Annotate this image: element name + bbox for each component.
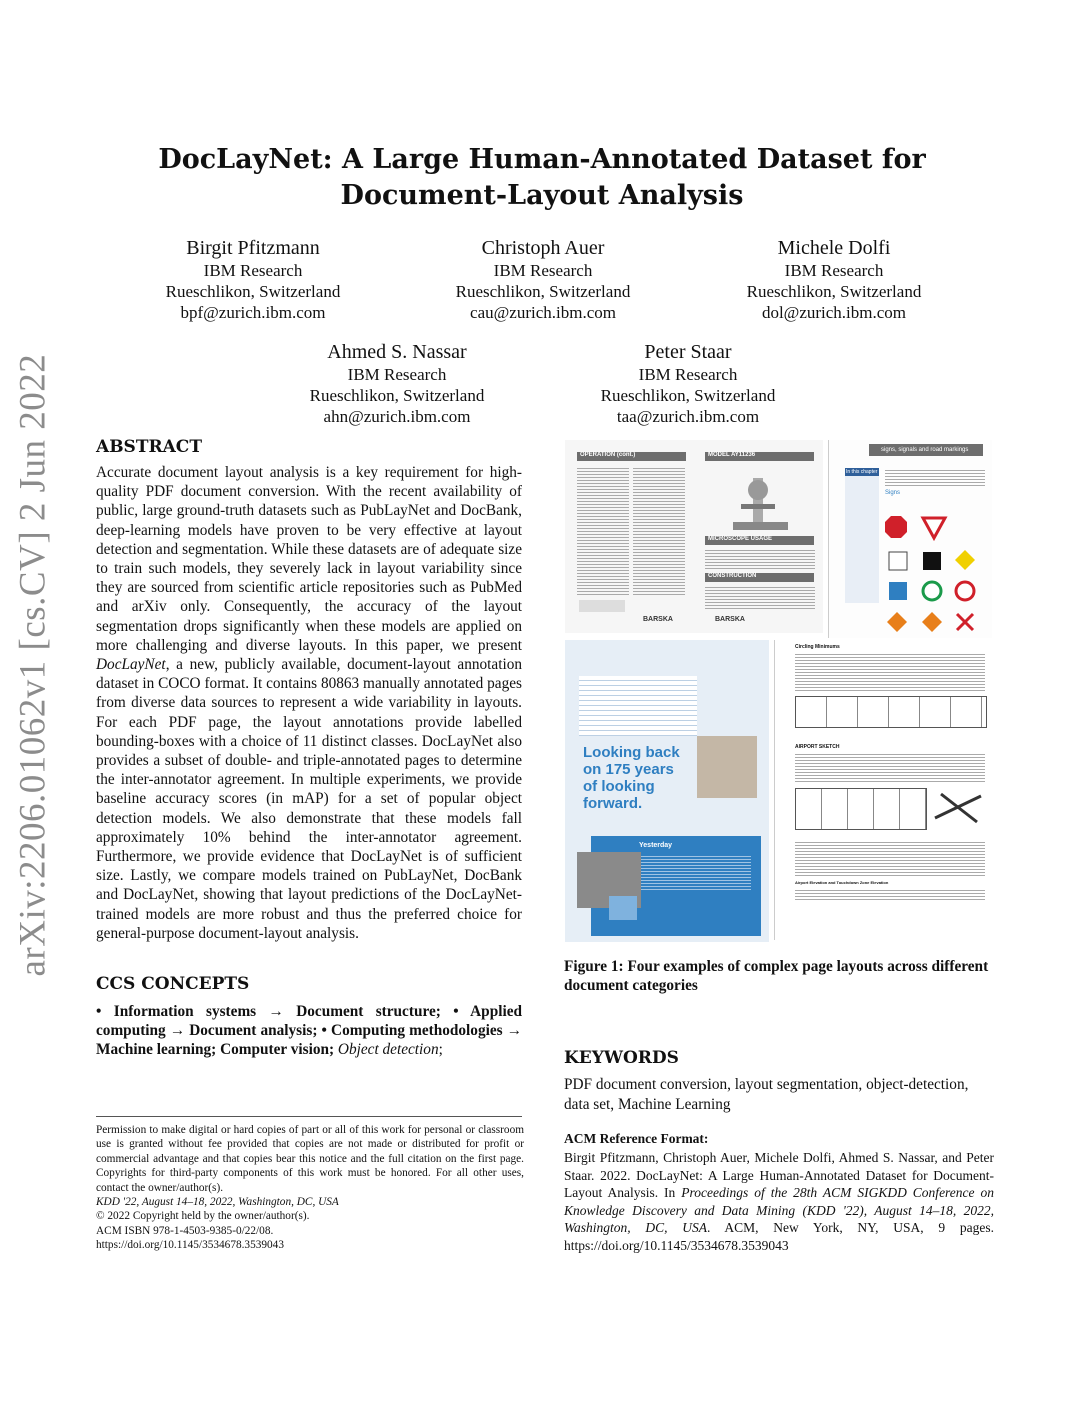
author-org: IBM Research [347,365,447,384]
paper-title [0,142,1084,214]
abstract-text: , a new, publicly available, document-layout annotation dataset in COCO format. It contains 80863 manually annotated pages from diverse data sources to represent a wide variability in layouts. For each PDF page, the layout annotations provide labelled bounding-boxes with a choice of 11 distinct classes. DocLayNet also provides a subset of double- and triple-annotated pages to determine the inter-annotator agreement. In multiple experiments, we provide baseline accuracy scores (in mAP) for a set of popular object detection models. We also demonstrate that these models fall approximately 10% behind the inter-annotator agreement. Furthermore, we provide evidence that DocLayNet is of sufficient size. Lastly, we compare models trained on PubLayNet, DocBank and DocLayNet, showing that layout predictions of the DocLayNet-trained models are more robust and thus the preferred choice for general-purpose document-layout analysis. [96,656,522,942]
thumb-text-block [705,585,815,609]
footnote-rule [96,1116,522,1117]
author-email[interactable]: taa@zurich.ibm.com [616,407,760,426]
author-org: IBM Research [493,261,593,280]
thumb-subheading: AIRPORT SKETCH [795,744,840,750]
thumb-section-heading: MICROSCOPE USAGE [705,536,814,545]
permission-copyright: © 2022 Copyright held by the owner/author(s). [96,1210,310,1223]
author-org: IBM Research [784,261,884,280]
author-location: Rueschlikon, Switzerland [746,282,922,301]
acm-reference-part: . ACM, New York, NY, USA, 9 pages. https://doi.org/10.1145/3534678.3539043 [564,1220,994,1253]
author-location: Rueschlikon, Switzerland [165,282,341,301]
permission-notice [96,1123,524,1253]
thumb-text-block [705,548,815,570]
author-location: Rueschlikon, Switzerland [309,386,485,405]
thumb-text-block [795,752,985,784]
thumb-box [579,600,625,612]
permission-isbn: ACM ISBN 978-1-4503-9385-0/22/08. [96,1224,274,1237]
ccs-item: • Applied computing → Document analysis; [96,1003,522,1040]
thumb-headline: Looking back on 175 years of looking forward. [583,744,680,812]
thumb-heading: Circling Minimums [795,644,840,650]
thumb-brand: BARSKA [715,616,745,623]
thumb-text-column [633,466,685,596]
abstract-heading: ABSTRACT [96,437,202,457]
keywords-heading: KEYWORDS [564,1048,679,1068]
thumb-text-block [795,652,985,692]
figure-caption: Figure 1: Four examples of complex page layouts across different document categories [564,958,989,994]
author-location: Rueschlikon, Switzerland [600,386,776,405]
author-block [568,340,808,427]
author-email[interactable]: ahn@zurich.ibm.com [323,407,471,426]
thumb-panel-title: Yesterday [639,842,673,849]
title-line-2: Document-Layout Analysis [340,180,744,211]
figure-thumbnail-road-signs [828,440,992,638]
arxiv-stamp: arXiv:2206.01062v1 [cs.CV] 2 Jun 2022 [12,353,54,977]
thumb-table [795,788,927,830]
author-org: IBM Research [638,365,738,384]
author-email[interactable]: dol@zurich.ibm.com [761,303,907,322]
author-location: Rueschlikon, Switzerland [455,282,631,301]
ccs-item: • Information systems → Document structure; [96,1003,441,1020]
thumb-text-column [577,466,629,596]
figure-thumbnail-brochure [565,640,769,942]
thumb-section-heading: CONSTRUCTION [705,573,814,582]
thumb-heading: MODEL AY11236 [705,452,814,461]
author-name: Michele Dolfi [777,237,891,259]
permission-doi[interactable]: https://doi.org/10.1145/3534678.3539043 [96,1239,284,1252]
thumb-chapter-title: signs, signals and road markings [869,444,983,456]
author-block [714,236,954,323]
keywords-text: PDF document conversion, layout segmentation, object-detection, data set, Machine Learning [564,1076,969,1113]
figure-thumbnail-manual [565,440,823,633]
thumb-sidebar-title: In this chapter [846,469,878,475]
ccs-heading: CCS CONCEPTS [96,974,250,994]
figure-thumbnail-aviation [774,640,993,940]
author-block [277,340,517,427]
thumb-text-block [795,840,985,876]
abstract-dataset-name: DocLayNet [96,656,166,674]
thumb-footer-heading: Airport Elevation and Touchdown Zone Elevation [795,880,889,885]
author-block [423,236,663,323]
permission-venue: KDD '22, August 14–18, 2022, Washington, DC, USA [96,1196,339,1209]
author-email[interactable]: cau@zurich.ibm.com [470,303,616,322]
airport-sketch [931,788,987,828]
author-email[interactable]: bpf@zurich.ibm.com [180,303,326,322]
thumb-brand: BARSKA [643,616,673,623]
abstract-body [96,463,522,943]
abstract-text: Accurate document layout analysis is a key requirement for high-quality PDF document conversion. With the recent availability of public, large ground-truth datasets such as PubLayNet and DocBank, deep-learning models have proven to be very effective at layout detection and segmentation. While these datasets are of adequate size to train such models, they severely lack in layout variability since they are sourced from scientific article repositories such as PubMed and arXiv only. Consequently, the accuracy of the layout segmentation drops significantly when these models are applied on more challenging and diverse layouts. In this paper, we present [96,464,522,654]
author-block [133,236,373,323]
title-line-1: DocLayNet: A Large Human-Annotated Dataset for [158,144,926,175]
thumb-text-block [885,468,985,488]
ccs-tail: ; [438,1041,443,1059]
thumb-table [795,696,987,728]
thumb-subtitle: Signs [885,490,901,496]
ccs-item: • Computing methodologies → Machine learning; [96,1022,522,1059]
thumb-sidebar [845,468,879,603]
thumb-table [579,676,697,736]
thumb-text-block [639,854,751,890]
thumb-box [609,896,637,920]
author-name: Birgit Pfitzmann [186,237,320,259]
ccs-item: Object detection [334,1041,439,1059]
thumb-heading: OPERATION (cont.) [577,452,686,461]
author-org: IBM Research [203,261,303,280]
ccs-concepts [96,1002,522,1060]
thumb-text-block [795,888,985,902]
acm-reference-heading: ACM Reference Format: [564,1131,709,1146]
thumb-photo [697,736,757,798]
author-name: Peter Staar [644,341,732,363]
author-name: Ahmed S. Nassar [327,341,467,363]
acm-reference-part: Birgit Pfitzmann, Christoph Auer, Michele Dolfi, Ahmed S. Nassar, and Peter Staar. 2022. DocLayNet: A Large Human-Annotated Dataset for Document-Layout Analysis. In [564,1150,994,1200]
ccs-item: Computer vision; [216,1041,335,1059]
author-name: Christoph Auer [481,237,605,259]
permission-text: Permission to make digital or hard copies of part or all of this work for personal or classroom use is granted without fee provided that copies are not made or distributed for profit or commercial advantage and that copies bear this notice and the full citation on the first page. Copyrights for third-party components of this work must be honored. For all other uses, contact the owner/author(s). [96,1124,524,1194]
acm-reference-proceedings: Proceedings of the 28th ACM SIGKDD Conference on Knowledge Discovery and Data Mining (KDD '22), August 14–18, 2022, Washington, DC, USA [564,1185,995,1235]
acm-reference-text [564,1149,994,1254]
microscope-illustration [713,466,803,534]
road-signs-illustration [885,514,989,638]
